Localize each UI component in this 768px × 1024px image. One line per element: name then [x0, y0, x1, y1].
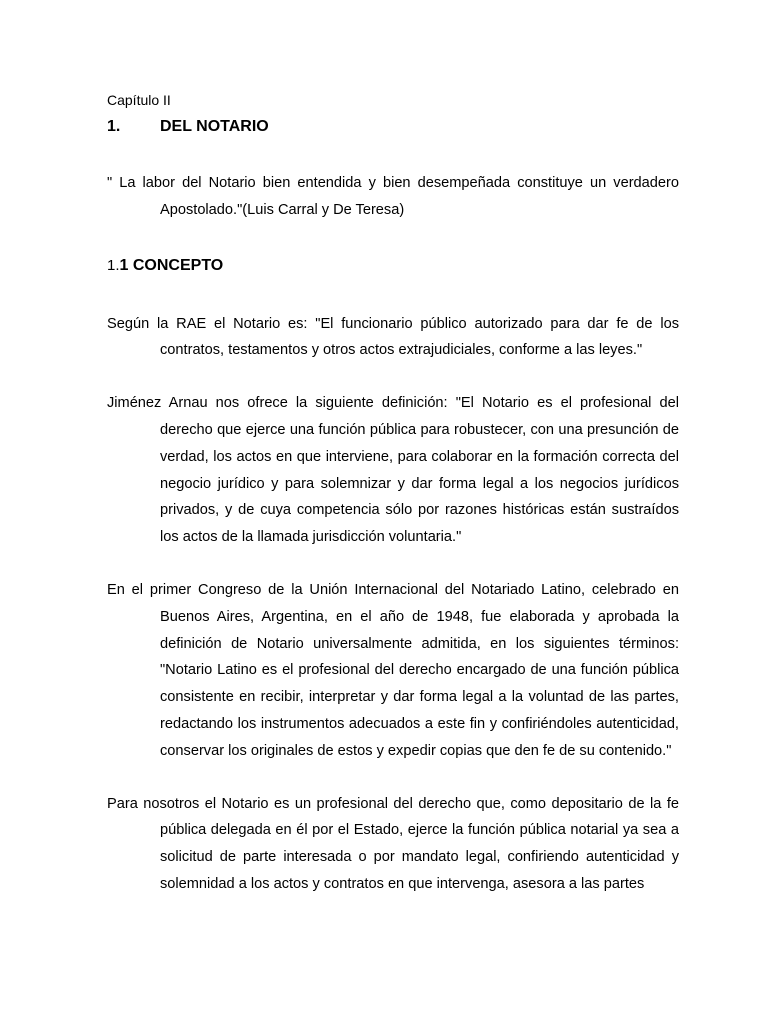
epigraph-quote: " La labor del Notario bien entendida y bien desempeñada constituye un verdadero Apostolado."(Luis Carral y De Teresa) [107, 175, 679, 218]
paragraph-congreso-notariado: En el primer Congreso de la Unión Internacional del Notariado Latino, celebrado en Buenos Aires, Argentina, en el año de 1948, fue elaborada y aprobada la definición de Notario universalmente admitida, en los siguientes términos: "Notario Latino es el profesional del derecho encargado de una función pública consistente en recibir, interpretar y dar forma legal a la voluntad de las partes, redactando los instrumentos adecuados a este fin y confiriéndoles autenticidad, conservar los originales de estos y expedir copias que den fe de su contenido." [107, 581, 679, 759]
heading-number: 1. [107, 118, 121, 135]
chapter-label: Capítulo II [107, 92, 171, 108]
section-prefix: 1. [107, 256, 120, 274]
section-heading [107, 255, 679, 277]
paragraph-jimenez-arnau: Jiménez Arnau nos ofrece la siguiente definición: "El Notario es el profesional del derecho que ejerce una función pública para robustecer, con una presunción de verdad, los actos en que interviene, para colaborar en la formación correcta del negocio jurídico y para solemnizar y dar forma legal a los negocios jurídicos privados, y de cuya competencia sólo por razones históricas están sustraídos los actos de la llamada jurisdicción voluntaria." [107, 395, 679, 546]
section-title: 1 CONCEPTO [119, 256, 224, 274]
heading-title: DEL NOTARIO [160, 118, 269, 135]
paragraph-rae-definition: Según la RAE el Notario es: "El funcionario público autorizado para dar fe de los contratos, testamentos y otros actos extrajudiciales, conforme a las leyes." [107, 315, 679, 359]
chapter-heading [107, 116, 679, 138]
paragraph-own-definition: Para nosotros el Notario es un profesional del derecho que, como depositario de la fe pública delegada en él por el Estado, ejerce la función pública notarial ya sea a solicitud de parte interesada o por mandato legal, confiriendo autenticidad y solemnidad a los actos y contratos en que intervenga, asesora a las partes [107, 795, 679, 892]
document-page [107, 90, 679, 898]
